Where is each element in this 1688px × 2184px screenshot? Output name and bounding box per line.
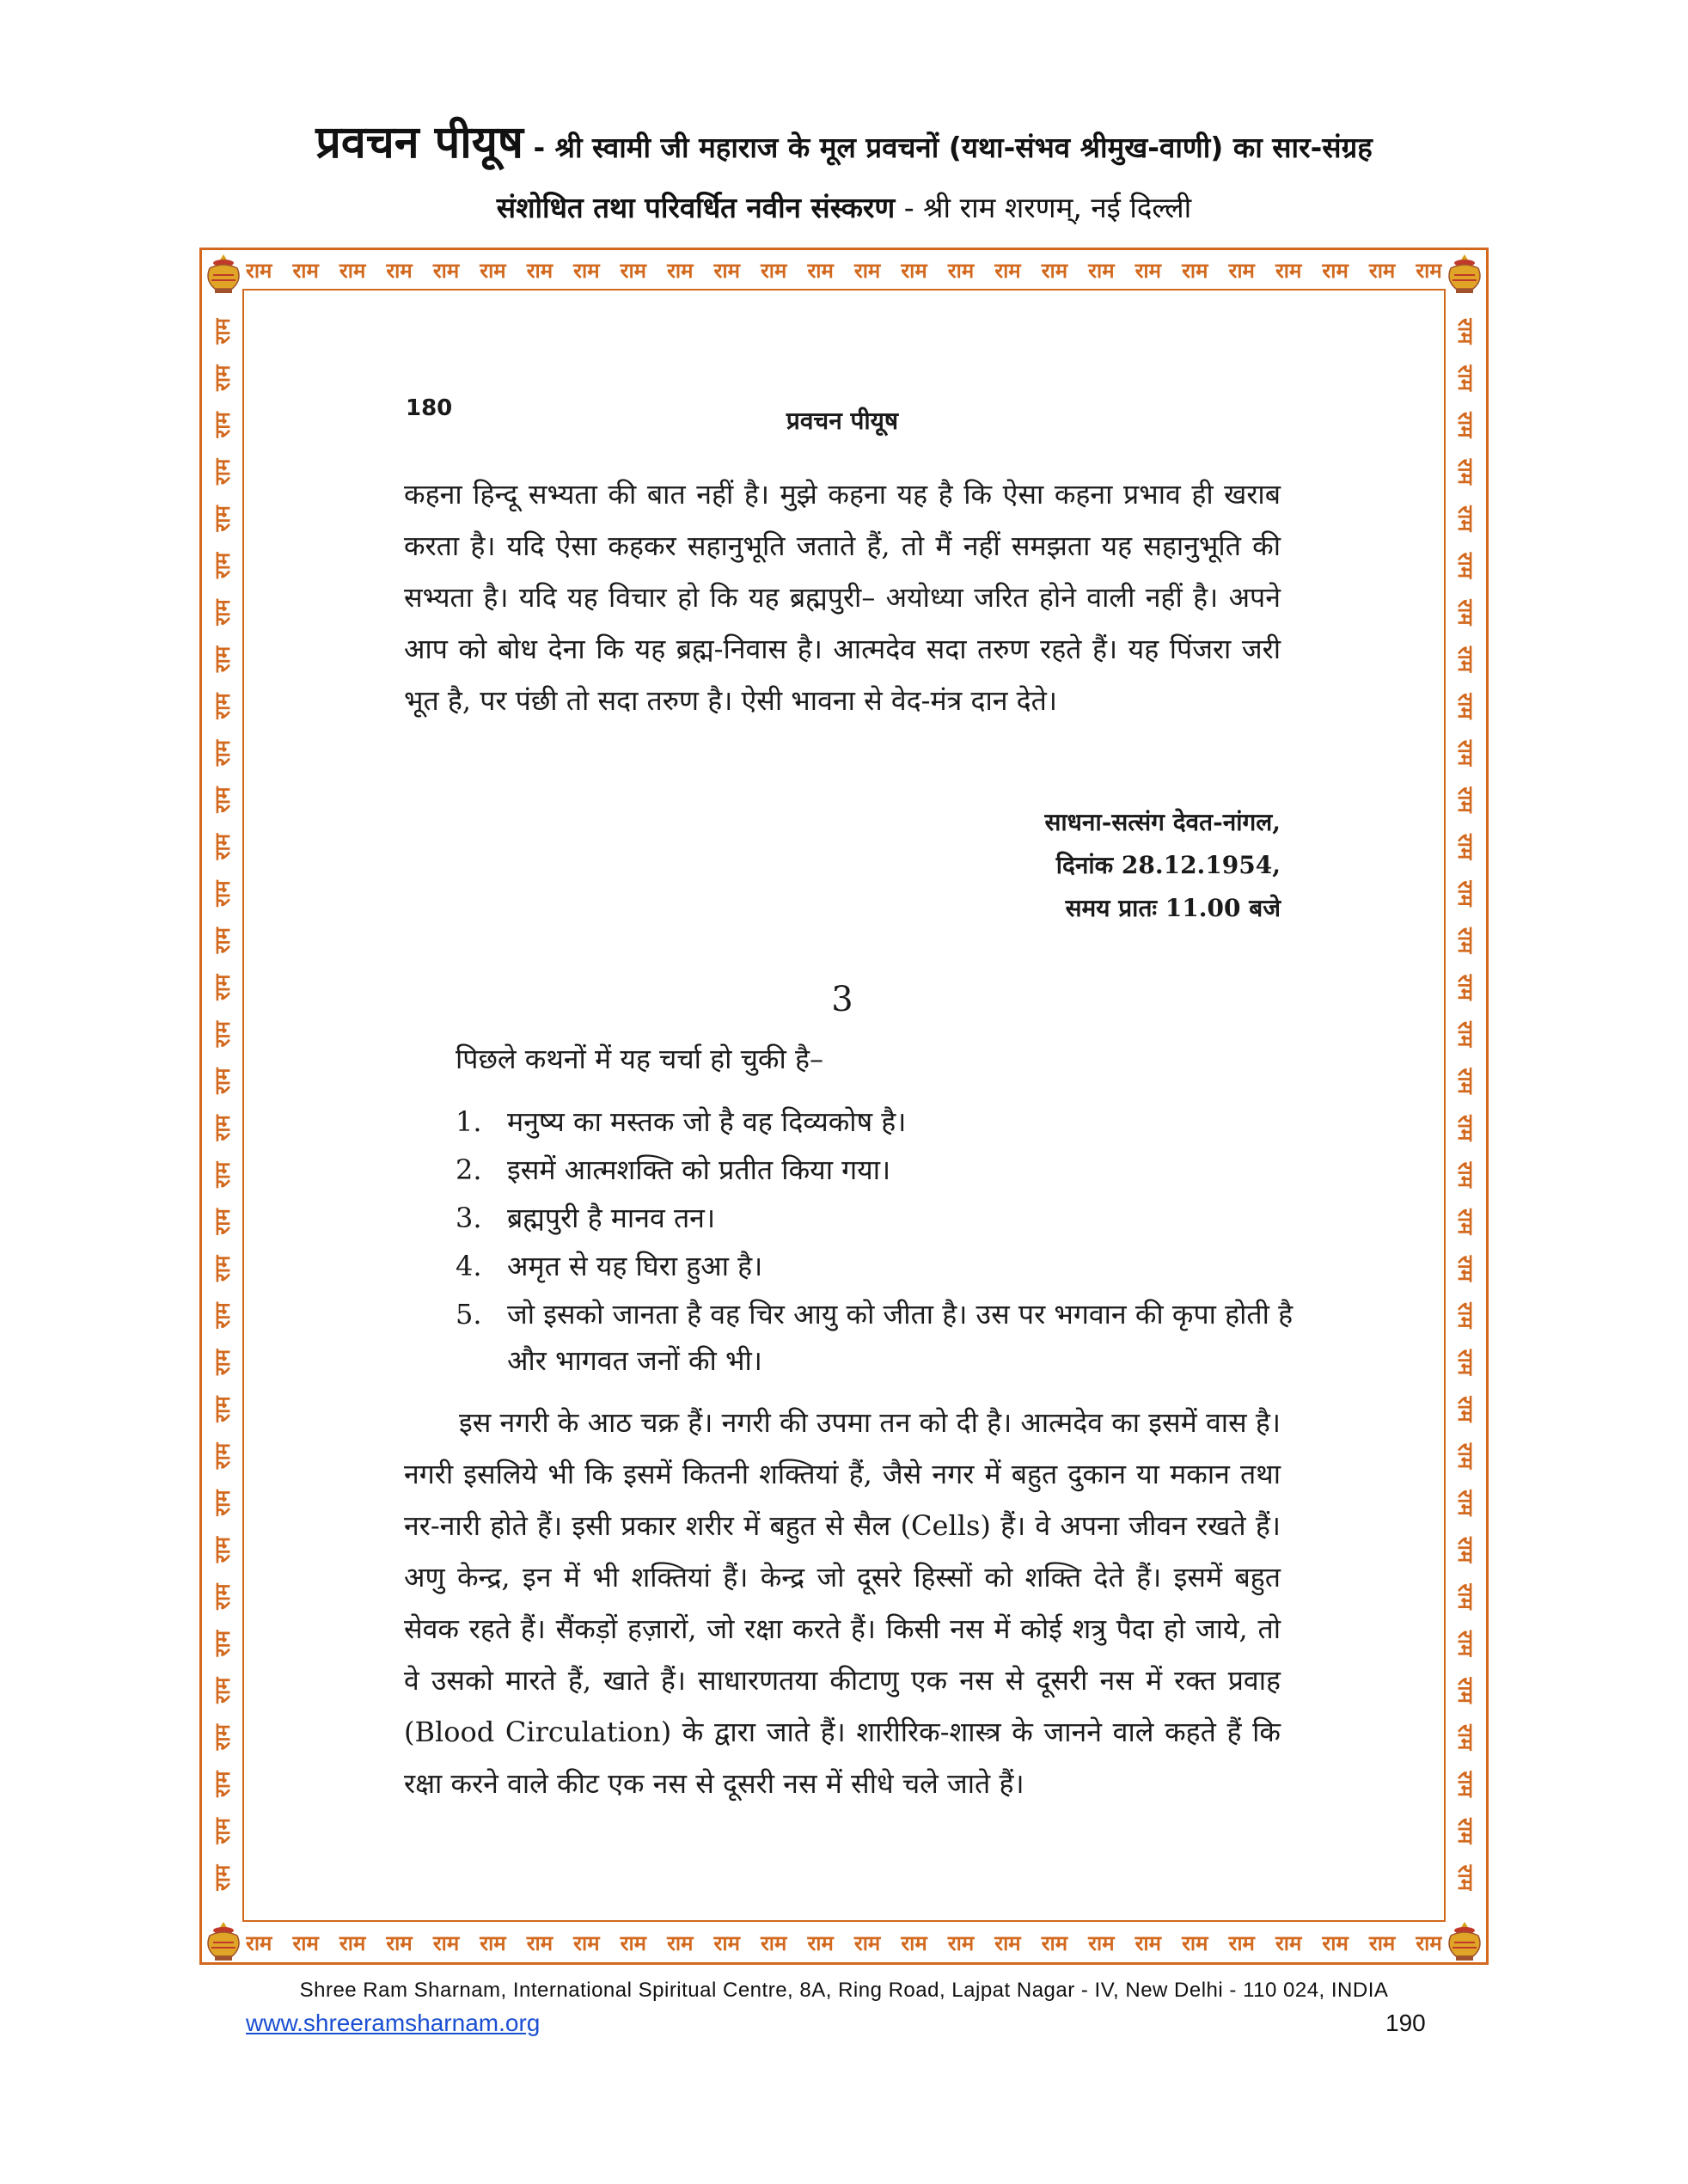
ram-word: राम — [760, 258, 787, 283]
ram-word: राम — [1041, 1930, 1068, 1955]
ram-word: राम — [210, 1583, 235, 1610]
ram-word: राम — [1453, 1396, 1478, 1422]
scanned-page — [344, 361, 1341, 1865]
ram-word: राम — [1416, 258, 1442, 283]
ram-word: राम — [210, 1864, 235, 1891]
paragraph-2: इस नगरी के आठ चक्र हैं। नगरी की उपमा तन को दी है। आत्मदेव का इसमें वास है। नगरी इसलिये भी कि इसमें कितनी शक्तियां हैं, जैसे नगर में बहुत दुकान या मकान तथा नर-नारी होते हैं। इसी प्रकार शरीर में बहुत से सैल (Cells) हैं। वे अपना जीवन रखते हैं। अणु केन्द्र, इन में भी शक्तियां हैं। केन्द्र जो दूसरे हिस्सों को शक्ति देते हैं। इसमें बहुत सेवक रहते हैं। सैंकड़ों हज़ारों, जो रक्षा करते हैं। किसी नस में कोई शत्रु पैदा हो जाये, तो वे उसको मारते हैं, खाते हैं। साधारणतया कीटाणु एक नस से दूसरी नस में रक्त प्रवाह (Blood Circulation) के द्वारा जाते हैं। शारीरिक-शास्त्र के जानने वाले कहते हैं कि रक्षा करने वाले कीट एक नस से दूसरी नस में सीधे चले जाते हैं। — [404, 1406, 1281, 1800]
ram-word: राम — [620, 1930, 647, 1955]
signature-date: दिनांक 28.12.1954, — [1055, 851, 1281, 879]
ram-word: राम — [1088, 1930, 1115, 1955]
ram-word: राम — [1453, 1583, 1478, 1610]
ram-word: राम — [667, 1930, 694, 1955]
ram-word: राम — [1453, 552, 1478, 579]
ram-word: राम — [1088, 258, 1115, 283]
title-main: प्रवचन पीयूष — [315, 117, 523, 168]
book-page-number: 180 — [406, 395, 453, 421]
ram-word: राम — [901, 1930, 927, 1955]
ram-word: राम — [210, 1068, 235, 1094]
kalash-icon — [1442, 251, 1487, 296]
ram-word: राम — [1135, 1930, 1161, 1955]
ram-word: राम — [1453, 505, 1478, 532]
ram-word: राम — [210, 1536, 235, 1563]
ram-word: राम — [526, 258, 553, 283]
ram-word: राम — [620, 258, 647, 283]
ram-word: राम — [1453, 974, 1478, 1000]
section-intro: पिछले कथनों में यह चर्चा हो चुकी है– — [456, 1043, 823, 1075]
signature-time: समय प्रातः 11.00 बजे — [1065, 894, 1281, 922]
ram-word: राम — [386, 258, 413, 283]
running-title: प्रवचन पीयूष — [786, 407, 899, 435]
ram-word: राम — [210, 458, 235, 486]
ram-word: राम — [1368, 1930, 1396, 1955]
ram-word: राम — [1453, 1208, 1478, 1235]
ram-border-bottom — [246, 1924, 1442, 1961]
ram-word: राम — [1453, 1536, 1478, 1563]
subtitle-edition: संशोधित तथा परिवर्धित नवीन संस्करण — [496, 191, 896, 224]
ram-word: राम — [1416, 1930, 1442, 1955]
ram-word: राम — [1453, 1068, 1478, 1094]
ram-word: राम — [1453, 1442, 1478, 1470]
ram-word: राम — [1453, 739, 1478, 767]
ram-word: राम — [210, 1255, 235, 1282]
ram-word: राम — [210, 1771, 235, 1797]
ram-word: राम — [210, 505, 235, 532]
ram-word: राम — [210, 599, 235, 626]
ram-word: राम — [1453, 1677, 1478, 1704]
ram-word: राम — [210, 1396, 235, 1422]
list-item: 5. जो इसको जानता है वह चिर आयु को जीता है। उस पर भगवान की कृपा होती है और भागवत जनों की भी। — [456, 1298, 1294, 1377]
ram-word: राम — [210, 1490, 235, 1516]
ram-word: राम — [210, 1302, 235, 1329]
ram-word: राम — [1182, 258, 1208, 283]
ram-word: राम — [1228, 1930, 1255, 1955]
ram-word: राम — [713, 258, 740, 283]
ram-word: राम — [292, 258, 319, 283]
ram-word: राम — [947, 1930, 975, 1955]
ram-word: राम — [853, 1930, 881, 1955]
ram-word: राम — [210, 318, 235, 345]
ram-word: राम — [210, 1724, 235, 1751]
ram-word: राम — [1453, 458, 1478, 485]
ram-word: राम — [1453, 364, 1478, 391]
ram-word: राम — [1135, 258, 1161, 283]
ram-word: राम — [1275, 258, 1302, 283]
ram-word: राम — [901, 258, 927, 283]
ram-word: राम — [210, 1021, 235, 1048]
ram-word: राम — [210, 552, 235, 579]
ram-word: राम — [339, 1930, 366, 1955]
ram-word: राम — [1228, 258, 1255, 283]
ram-word: राम — [210, 786, 235, 813]
ram-word: राम — [432, 1930, 460, 1955]
title-description: - श्री स्वामी जी महाराज के मूल प्रवचनों (यथा-संभव श्रीमुख-वाणी) का सार-संग्रह — [523, 131, 1373, 164]
ram-word: राम — [1453, 927, 1478, 954]
list-item: 4. अमृत से यह घिरा हुआ है। — [456, 1250, 763, 1282]
signature-block — [1045, 801, 1281, 930]
list-item: 2. इसमें आत्मशक्ति को प्रतीत किया गया। — [456, 1153, 891, 1186]
ram-word: राम — [1453, 1302, 1478, 1329]
ram-word: राम — [1368, 258, 1396, 283]
numbered-list — [456, 1098, 1298, 1386]
ram-word: राम — [994, 1930, 1021, 1955]
document-title — [0, 110, 1688, 171]
list-item: 1. मनुष्य का मस्तक जो है वह दिव्यकोष है। — [456, 1105, 907, 1138]
pdf-page-number: 190 — [1385, 2010, 1426, 2036]
kalash-icon — [201, 1918, 246, 1963]
ram-word: राम — [210, 880, 235, 907]
ram-word: राम — [1453, 1490, 1478, 1516]
ram-word: राम — [1322, 258, 1349, 283]
ram-word: राम — [210, 645, 235, 673]
ram-word: राम — [480, 258, 506, 283]
ram-word: राम — [210, 412, 235, 438]
ram-word: राम — [573, 258, 600, 283]
ram-word: राम — [480, 1930, 506, 1955]
ram-word: राम — [853, 258, 881, 283]
list-item: 3. ब्रह्मपुरी है मानव तन। — [456, 1202, 716, 1234]
ram-word: राम — [1453, 1818, 1478, 1844]
ram-border-top — [246, 251, 1442, 289]
kalash-icon — [201, 251, 246, 296]
ram-word: राम — [1275, 1930, 1302, 1955]
ram-word: राम — [1453, 1161, 1478, 1188]
ram-word: राम — [210, 1161, 235, 1189]
ram-word: राम — [210, 364, 235, 391]
ram-word: राम — [1453, 1771, 1478, 1797]
ram-word: राम — [210, 1208, 235, 1235]
ram-word: राम — [210, 1349, 235, 1376]
ram-word: राम — [210, 739, 235, 767]
ram-word: राम — [526, 1930, 553, 1955]
ram-word: राम — [210, 927, 235, 954]
ram-border-right — [1447, 318, 1485, 1891]
ram-word: राम — [210, 1115, 235, 1141]
ram-word: राम — [1453, 318, 1478, 345]
ram-word: राम — [210, 1442, 235, 1470]
ram-word: राम — [1453, 880, 1478, 907]
ram-word: राम — [210, 1630, 235, 1657]
ram-word: राम — [1453, 1349, 1478, 1376]
subtitle-publisher: - श्री राम शरणम्, नई दिल्ली — [895, 191, 1192, 224]
ram-word: राम — [339, 258, 366, 283]
ram-border-left — [203, 318, 241, 1891]
ram-word: राम — [210, 974, 235, 1000]
footer-address: Shree Ram Sharnam, International Spiritual Centre, 8A, Ring Road, Lajpat Nagar - IV, New Delhi - 110 024, INDIA — [299, 1979, 1389, 2002]
ram-word: राम — [1453, 645, 1478, 673]
website-link[interactable]: www.shreeramsharnam.org — [246, 2010, 541, 2036]
ram-word: राम — [1322, 1930, 1349, 1955]
ram-word: राम — [246, 1930, 272, 1955]
ram-word: राम — [1182, 1930, 1208, 1955]
ram-word: राम — [246, 258, 272, 283]
ram-word: राम — [1453, 412, 1478, 438]
ram-word: राम — [573, 1930, 600, 1955]
ram-word: राम — [994, 258, 1021, 283]
ram-word: राम — [667, 258, 694, 283]
ram-word: राम — [1453, 1723, 1478, 1751]
ram-word: राम — [760, 1930, 787, 1955]
ram-word: राम — [1041, 258, 1068, 283]
ram-word: राम — [1453, 833, 1478, 860]
ram-word: राम — [432, 258, 460, 283]
ram-word: राम — [210, 1818, 235, 1844]
ram-word: राम — [1453, 1255, 1478, 1282]
ram-word: राम — [1453, 786, 1478, 813]
ram-word: राम — [210, 1677, 235, 1704]
ram-word: राम — [1453, 1115, 1478, 1141]
section-number: 3 — [831, 980, 853, 1019]
ram-word: राम — [1453, 1864, 1478, 1891]
document-subtitle — [0, 187, 1688, 226]
ram-word: राम — [947, 258, 975, 283]
ram-word: राम — [1453, 1020, 1478, 1048]
ram-word: राम — [1453, 1630, 1478, 1657]
ram-word: राम — [1453, 599, 1478, 626]
ram-word: राम — [386, 1930, 413, 1955]
kalash-icon — [1442, 1918, 1487, 1963]
ram-word: राम — [807, 258, 834, 283]
paragraph-1: कहना हिन्दू सभ्यता की बात नहीं है। मुझे कहना यह है कि ऐसा कहना प्रभाव ही खराब करता है। यदि ऐसा कहकर सहानुभूति जताते हैं, तो मैं नहीं समझता यह सहानुभूति की सभ्यता है। यदि यह विचार हो कि यह ब्रह्मपुरी– अयोध्या जरित होने वाली नहीं है। अपने आप को बोध देना कि यह ब्रह्म-निवास है। आत्मदेव सदा तरुण रहते हैं। यह पिंजरा जरी भूत है, पर पंछी तो सदा तरुण है। ऐसी भावना से वेद-मंत्र दान देते। — [404, 478, 1281, 717]
signature-place: साधना-सत्संग देवत-नांगल, — [1044, 808, 1281, 836]
ram-word: राम — [210, 833, 235, 860]
ram-word: राम — [210, 693, 235, 719]
ram-word: राम — [292, 1930, 319, 1955]
ram-word: राम — [807, 1930, 834, 1955]
ram-word: राम — [713, 1930, 740, 1955]
ram-word: राम — [1453, 693, 1478, 719]
